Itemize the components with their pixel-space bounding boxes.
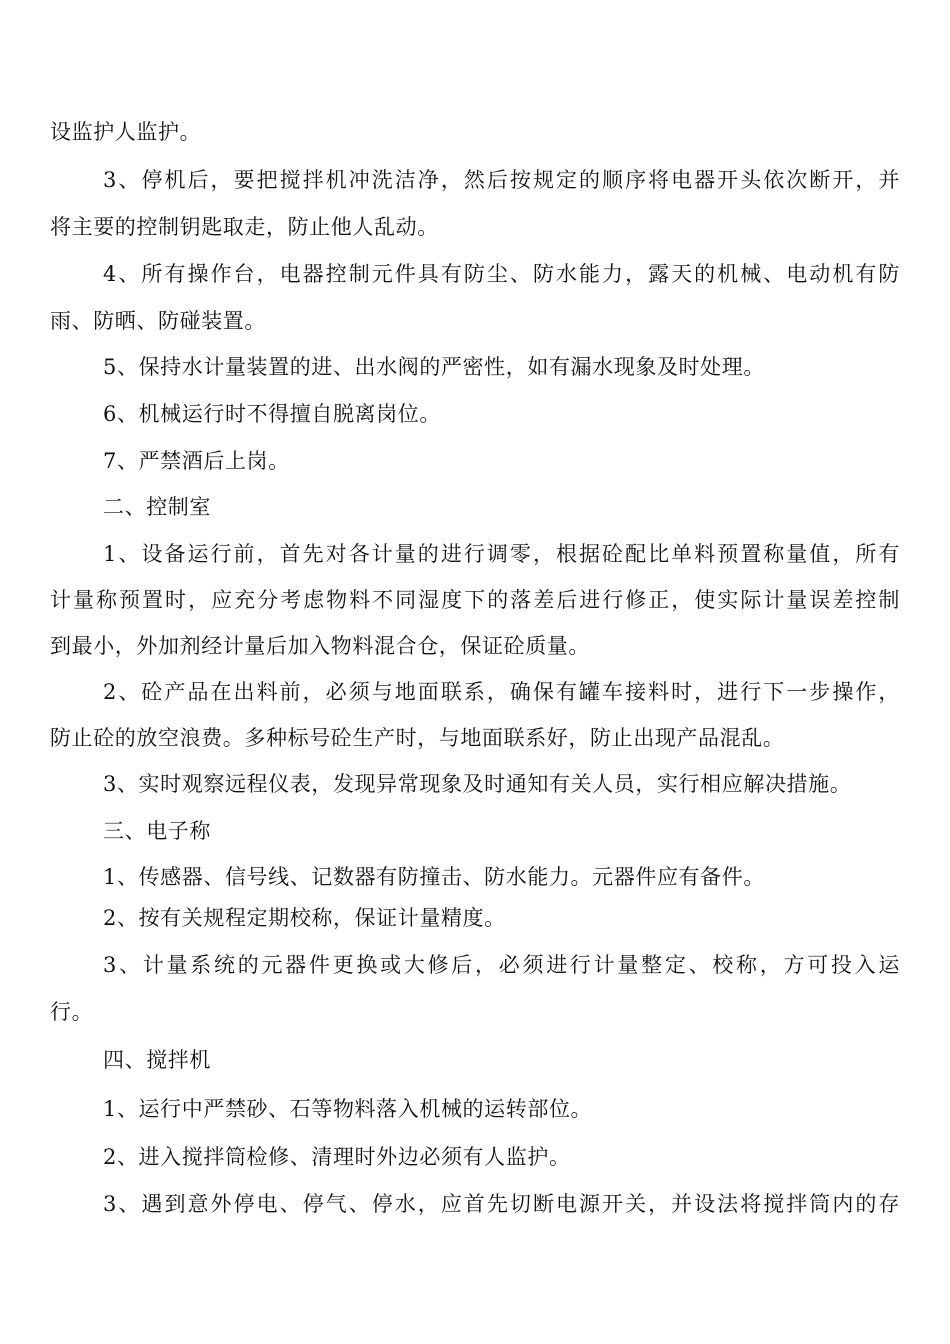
text-line: 行。 <box>50 1000 94 1024</box>
text-line: 1、运行中严禁砂、石等物料落入机械的运转部位。 <box>103 1097 593 1121</box>
text-line: 6、机械运行时不得擅自脱离岗位。 <box>103 402 441 426</box>
text-line: 雨、防晒、防碰装置。 <box>50 309 266 333</box>
text-line: 将主要的控制钥匙取走，防止他人乱动。 <box>50 215 439 239</box>
text-line: 计量称预置时，应充分考虑物料不同湿度下的落差后进行修正，使实际计量误差控制 <box>50 588 900 612</box>
text-line: 1、传感器、信号线、记数器有防撞击、防水能力。元器件应有备件。 <box>103 865 765 889</box>
text-line: 2、按有关规程定期校称，保证计量精度。 <box>103 906 506 930</box>
text-line: 到最小，外加剂经计量后加入物料混合仓，保证砼质量。 <box>50 634 590 658</box>
text-line: 7、严禁酒后上岗。 <box>103 449 290 473</box>
text-line: 2、进入搅拌筒检修、清理时外边必须有人监护。 <box>103 1145 571 1169</box>
text-line: 1、设备运行前，首先对各计量的进行调零，根据砼配比单料预置称量值，所有 <box>103 542 900 566</box>
text-line: 2、砼产品在出料前，必须与地面联系，确保有罐车接料时，进行下一步操作， <box>103 680 900 704</box>
section-heading: 二、控制室 <box>103 495 211 519</box>
text-line: 3、计量系统的元器件更换或大修后，必须进行计量整定、校称，方可投入运 <box>103 953 900 977</box>
text-line: 3、遇到意外停电、停气、停水，应首先切断电源开关，并设法将搅拌筒内的存 <box>103 1192 900 1216</box>
text-line: 设监护人监护。 <box>50 120 202 144</box>
section-heading: 四、搅拌机 <box>103 1048 211 1072</box>
text-line: 防止砼的放空浪费。多种标号砼生产时，与地面联系好，防止出现产品混乱。 <box>50 726 785 750</box>
text-line: 5、保持水计量装置的进、出水阀的严密性，如有漏水现象及时处理。 <box>103 355 765 379</box>
text-line: 4、所有操作台，电器控制元件具有防尘、防水能力，露天的机械、电动机有防 <box>103 262 900 286</box>
section-heading: 三、电子称 <box>103 819 211 843</box>
text-line: 3、停机后，要把搅拌机冲洗洁净，然后按规定的顺序将电器开头依次断开，并 <box>103 168 900 192</box>
text-line: 3、实时观察远程仪表，发现异常现象及时通知有关人员，实行相应解决措施。 <box>103 772 852 796</box>
